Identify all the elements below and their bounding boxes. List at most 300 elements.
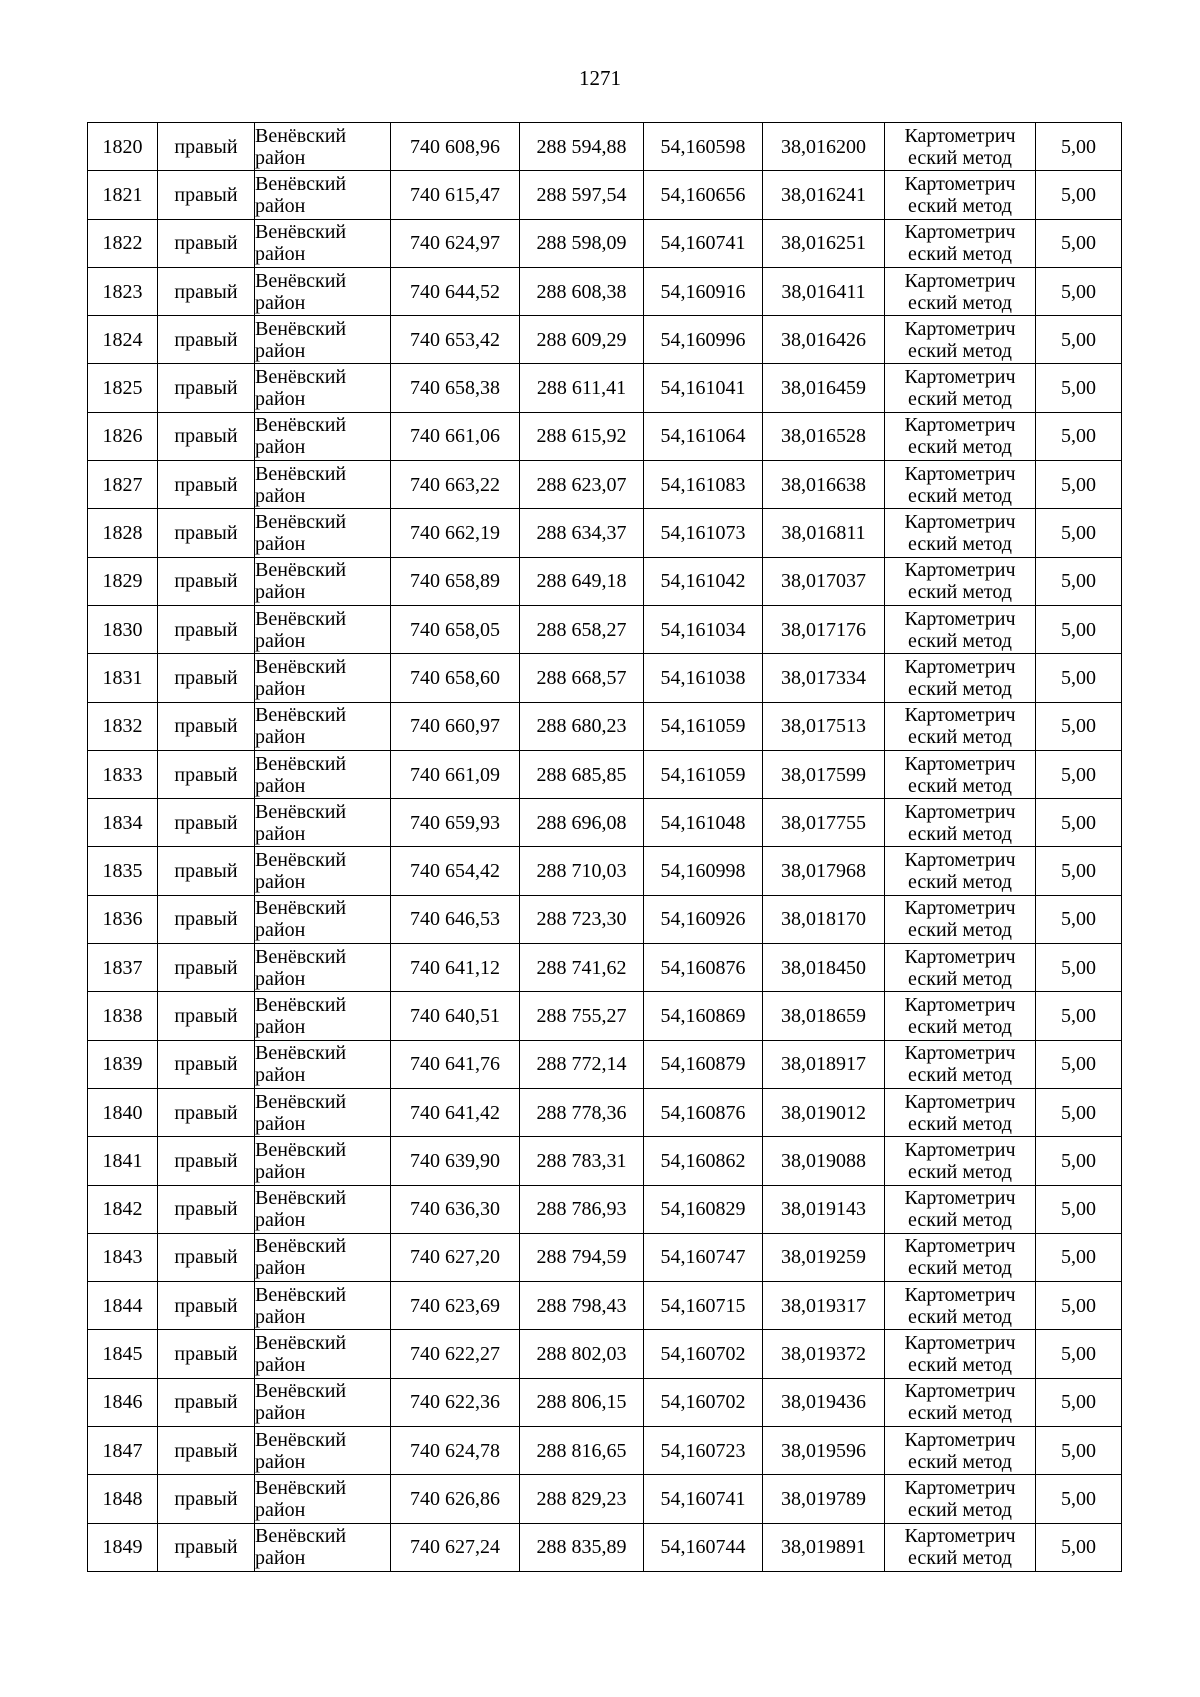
longitude-cell: 38,016811 [763,509,885,557]
point-number-cell: 1848 [88,1475,158,1523]
district-cell-line: Венёвский [255,172,347,195]
method-cell [885,1475,1036,1523]
method-cell-line: Картометрич [904,800,1016,823]
table-row [88,654,1122,702]
point-number-cell: 1837 [88,944,158,992]
latitude-cell: 54,160996 [644,316,763,364]
accuracy-cell: 5,00 [1036,461,1122,509]
method-cell-line: Картометрич [904,607,1016,630]
district-cell-line: Венёвский [255,1042,347,1065]
district-cell [255,1330,391,1378]
method-cell-line: Картометрич [904,1187,1016,1210]
district-cell [255,461,391,509]
latitude-cell: 54,160702 [644,1378,763,1426]
bank-side-cell: правый [158,1185,255,1233]
table-row [88,267,1122,315]
method-cell-line: Картометрич [904,221,1016,244]
y-coordinate-cell: 288 816,65 [520,1427,644,1475]
district-cell-line: Венёвский [255,1090,347,1113]
accuracy-cell: 5,00 [1036,123,1122,171]
district-cell-line: район [255,339,306,362]
y-coordinate-cell: 288 783,31 [520,1137,644,1185]
bank-side-cell: правый [158,412,255,460]
method-cell [885,895,1036,943]
longitude-cell: 38,019436 [763,1378,885,1426]
district-cell-line: район [255,1064,306,1087]
x-coordinate-cell: 740 622,36 [391,1378,520,1426]
point-number-cell: 1831 [88,654,158,702]
method-cell-line: Картометрич [904,1525,1016,1548]
latitude-cell: 54,160747 [644,1233,763,1281]
district-cell-line: Венёвский [255,1380,347,1403]
longitude-cell: 38,016638 [763,461,885,509]
point-number-cell: 1847 [88,1427,158,1475]
table-row [88,1088,1122,1136]
latitude-cell: 54,161083 [644,461,763,509]
point-number-cell: 1829 [88,557,158,605]
point-number-cell: 1834 [88,799,158,847]
table-row [88,412,1122,460]
table-row [88,750,1122,798]
latitude-cell: 54,160656 [644,171,763,219]
latitude-cell: 54,160876 [644,1088,763,1136]
method-cell [885,509,1036,557]
x-coordinate-cell: 740 658,89 [391,557,520,605]
x-coordinate-cell: 740 641,42 [391,1088,520,1136]
x-coordinate-cell: 740 661,09 [391,750,520,798]
district-cell [255,1378,391,1426]
district-cell-line: Венёвский [255,366,347,389]
method-cell-line: еский метод [908,1160,1012,1183]
page-number: 1271 [579,66,621,90]
method-cell-line: еский метод [908,146,1012,169]
latitude-cell: 54,160744 [644,1523,763,1571]
longitude-cell: 38,016200 [763,123,885,171]
latitude-cell: 54,161041 [644,364,763,412]
accuracy-cell: 5,00 [1036,799,1122,847]
district-cell-line: Венёвский [255,221,347,244]
y-coordinate-cell: 288 594,88 [520,123,644,171]
y-coordinate-cell: 288 786,93 [520,1185,644,1233]
method-cell-line: еский метод [908,871,1012,894]
district-cell [255,412,391,460]
district-cell [255,1282,391,1330]
accuracy-cell: 5,00 [1036,267,1122,315]
district-cell-line: Венёвский [255,124,347,147]
bank-side-cell: правый [158,944,255,992]
method-cell-line: еский метод [908,581,1012,604]
method-cell [885,123,1036,171]
district-cell-line: район [255,243,306,266]
district-cell-line: район [255,146,306,169]
district-cell-line: район [255,388,306,411]
table-row [88,1137,1122,1185]
latitude-cell: 54,161048 [644,799,763,847]
method-cell-line: еский метод [908,967,1012,990]
y-coordinate-cell: 288 802,03 [520,1330,644,1378]
y-coordinate-cell: 288 794,59 [520,1233,644,1281]
latitude-cell: 54,160598 [644,123,763,171]
district-cell-line: район [255,194,306,217]
accuracy-cell: 5,00 [1036,1523,1122,1571]
district-cell-line: Венёвский [255,559,347,582]
latitude-cell: 54,160715 [644,1282,763,1330]
longitude-cell: 38,017968 [763,847,885,895]
y-coordinate-cell: 288 598,09 [520,219,644,267]
longitude-cell: 38,017755 [763,799,885,847]
x-coordinate-cell: 740 624,78 [391,1427,520,1475]
method-cell-line: еский метод [908,1064,1012,1087]
table-row [88,364,1122,412]
method-cell-line: еский метод [908,1257,1012,1280]
district-cell-line: Венёвский [255,1138,347,1161]
method-cell-line: Картометрич [904,1235,1016,1258]
district-cell [255,1137,391,1185]
point-number-cell: 1833 [88,750,158,798]
y-coordinate-cell: 288 668,57 [520,654,644,702]
method-cell [885,1088,1036,1136]
point-number-cell: 1839 [88,1040,158,1088]
method-cell [885,267,1036,315]
bank-side-cell: правый [158,654,255,702]
table-row [88,1040,1122,1088]
method-cell-line: Картометрич [904,655,1016,678]
method-cell-line: Картометрич [904,462,1016,485]
table-row [88,1233,1122,1281]
accuracy-cell: 5,00 [1036,509,1122,557]
method-cell-line: Картометрич [904,172,1016,195]
method-cell-line: еский метод [908,629,1012,652]
method-cell [885,1427,1036,1475]
x-coordinate-cell: 740 646,53 [391,895,520,943]
point-number-cell: 1841 [88,1137,158,1185]
longitude-cell: 38,016426 [763,316,885,364]
method-cell [885,750,1036,798]
district-cell [255,847,391,895]
y-coordinate-cell: 288 835,89 [520,1523,644,1571]
district-cell-line: Венёвский [255,1428,347,1451]
bank-side-cell: правый [158,1330,255,1378]
method-cell-line: еский метод [908,194,1012,217]
point-number-cell: 1844 [88,1282,158,1330]
method-cell [885,702,1036,750]
table-row [88,992,1122,1040]
district-cell-line: Венёвский [255,897,347,920]
point-number-cell: 1832 [88,702,158,750]
method-cell [885,1040,1036,1088]
y-coordinate-cell: 288 658,27 [520,605,644,653]
district-cell [255,799,391,847]
longitude-cell: 38,017334 [763,654,885,702]
bank-side-cell: правый [158,1233,255,1281]
district-cell-line: район [255,533,306,556]
method-cell [885,654,1036,702]
x-coordinate-cell: 740 636,30 [391,1185,520,1233]
longitude-cell: 38,017513 [763,702,885,750]
y-coordinate-cell: 288 696,08 [520,799,644,847]
point-number-cell: 1824 [88,316,158,364]
method-cell-line: еский метод [908,1305,1012,1328]
method-cell-line: еский метод [908,1450,1012,1473]
district-cell-line: Венёвский [255,1283,347,1306]
y-coordinate-cell: 288 741,62 [520,944,644,992]
district-cell-line: район [255,1354,306,1377]
district-cell-line: Венёвский [255,752,347,775]
district-cell-line: Венёвский [255,993,347,1016]
table-row [88,219,1122,267]
method-cell-line: Картометрич [904,1283,1016,1306]
longitude-cell: 38,017599 [763,750,885,798]
longitude-cell: 38,019012 [763,1088,885,1136]
longitude-cell: 38,018450 [763,944,885,992]
district-cell-line: район [255,726,306,749]
district-cell-line: район [255,436,306,459]
bank-side-cell: правый [158,267,255,315]
x-coordinate-cell: 740 661,06 [391,412,520,460]
bank-side-cell: правый [158,1040,255,1088]
method-cell [885,1233,1036,1281]
point-number-cell: 1823 [88,267,158,315]
district-cell-line: район [255,1160,306,1183]
district-cell-line: район [255,774,306,797]
point-number-cell: 1822 [88,219,158,267]
longitude-cell: 38,016251 [763,219,885,267]
table-row [88,1475,1122,1523]
district-cell [255,702,391,750]
bank-side-cell: правый [158,799,255,847]
method-cell-line: еский метод [908,1402,1012,1425]
method-cell-line: Картометрич [904,317,1016,340]
method-cell-line: еский метод [908,774,1012,797]
latitude-cell: 54,160879 [644,1040,763,1088]
method-cell [885,1282,1036,1330]
table-row [88,1330,1122,1378]
method-cell-line: еский метод [908,484,1012,507]
x-coordinate-cell: 740 624,97 [391,219,520,267]
district-cell-line: район [255,1209,306,1232]
bank-side-cell: правый [158,219,255,267]
method-cell-line: Картометрич [904,993,1016,1016]
latitude-cell: 54,161034 [644,605,763,653]
accuracy-cell: 5,00 [1036,1475,1122,1523]
point-number-cell: 1821 [88,171,158,219]
method-cell [885,847,1036,895]
bank-side-cell: правый [158,1282,255,1330]
district-cell-line: Венёвский [255,414,347,437]
accuracy-cell: 5,00 [1036,219,1122,267]
table-row [88,895,1122,943]
latitude-cell: 54,160916 [644,267,763,315]
table-row [88,605,1122,653]
point-number-cell: 1826 [88,412,158,460]
point-number-cell: 1827 [88,461,158,509]
accuracy-cell: 5,00 [1036,1185,1122,1233]
x-coordinate-cell: 740 627,20 [391,1233,520,1281]
longitude-cell: 38,019259 [763,1233,885,1281]
method-cell-line: Картометрич [904,366,1016,389]
y-coordinate-cell: 288 772,14 [520,1040,644,1088]
x-coordinate-cell: 740 659,93 [391,799,520,847]
bank-side-cell: правый [158,557,255,605]
method-cell-line: еский метод [908,243,1012,266]
point-number-cell: 1846 [88,1378,158,1426]
bank-side-cell: правый [158,1088,255,1136]
accuracy-cell: 5,00 [1036,364,1122,412]
district-cell [255,509,391,557]
bank-side-cell: правый [158,1378,255,1426]
district-cell-line: Венёвский [255,704,347,727]
y-coordinate-cell: 288 611,41 [520,364,644,412]
x-coordinate-cell: 740 662,19 [391,509,520,557]
method-cell-line: еский метод [908,1547,1012,1570]
district-cell [255,267,391,315]
method-cell [885,364,1036,412]
table-row [88,557,1122,605]
y-coordinate-cell: 288 710,03 [520,847,644,895]
y-coordinate-cell: 288 723,30 [520,895,644,943]
accuracy-cell: 5,00 [1036,1040,1122,1088]
method-cell-line: Картометрич [904,704,1016,727]
latitude-cell: 54,160829 [644,1185,763,1233]
method-cell [885,1330,1036,1378]
longitude-cell: 38,016528 [763,412,885,460]
method-cell-line: Картометрич [904,1042,1016,1065]
district-cell-line: район [255,871,306,894]
longitude-cell: 38,016459 [763,364,885,412]
table-row [88,944,1122,992]
y-coordinate-cell: 288 623,07 [520,461,644,509]
method-cell-line: Картометрич [904,1332,1016,1355]
table-row [88,1185,1122,1233]
table-row [88,171,1122,219]
district-cell [255,171,391,219]
bank-side-cell: правый [158,316,255,364]
method-cell-line: еский метод [908,1015,1012,1038]
table-row [88,847,1122,895]
longitude-cell: 38,019789 [763,1475,885,1523]
method-cell-line: Картометрич [904,1138,1016,1161]
district-cell [255,316,391,364]
latitude-cell: 54,161073 [644,509,763,557]
method-cell [885,412,1036,460]
method-cell-line: Картометрич [904,897,1016,920]
method-cell-line: Картометрич [904,1380,1016,1403]
y-coordinate-cell: 288 798,43 [520,1282,644,1330]
latitude-cell: 54,160741 [644,219,763,267]
y-coordinate-cell: 288 778,36 [520,1088,644,1136]
point-number-cell: 1825 [88,364,158,412]
accuracy-cell: 5,00 [1036,1088,1122,1136]
district-cell-line: Венёвский [255,511,347,534]
accuracy-cell: 5,00 [1036,1137,1122,1185]
district-cell-line: район [255,1498,306,1521]
accuracy-cell: 5,00 [1036,847,1122,895]
district-cell-line: район [255,967,306,990]
y-coordinate-cell: 288 680,23 [520,702,644,750]
method-cell [885,171,1036,219]
table-row [88,509,1122,557]
method-cell [885,944,1036,992]
district-cell-line: Венёвский [255,945,347,968]
accuracy-cell: 5,00 [1036,895,1122,943]
longitude-cell: 38,016241 [763,171,885,219]
district-cell-line: Венёвский [255,1235,347,1258]
accuracy-cell: 5,00 [1036,316,1122,364]
method-cell [885,219,1036,267]
method-cell [885,605,1036,653]
bank-side-cell: правый [158,605,255,653]
table-row [88,1378,1122,1426]
accuracy-cell: 5,00 [1036,605,1122,653]
district-cell [255,992,391,1040]
x-coordinate-cell: 740 660,97 [391,702,520,750]
method-cell-line: еский метод [908,339,1012,362]
district-cell-line: Венёвский [255,1476,347,1499]
method-cell-line: еский метод [908,822,1012,845]
district-cell [255,123,391,171]
x-coordinate-cell: 740 608,96 [391,123,520,171]
latitude-cell: 54,160926 [644,895,763,943]
method-cell-line: Картометрич [904,1476,1016,1499]
district-cell [255,1040,391,1088]
point-number-cell: 1843 [88,1233,158,1281]
district-cell-line: район [255,1112,306,1135]
method-cell-line: Картометрич [904,1428,1016,1451]
district-cell-line: район [255,581,306,604]
accuracy-cell: 5,00 [1036,654,1122,702]
point-number-cell: 1828 [88,509,158,557]
point-number-cell: 1845 [88,1330,158,1378]
latitude-cell: 54,161059 [644,750,763,798]
latitude-cell: 54,160869 [644,992,763,1040]
table-row [88,1282,1122,1330]
method-cell [885,799,1036,847]
point-number-cell: 1838 [88,992,158,1040]
district-cell-line: район [255,484,306,507]
bank-side-cell: правый [158,750,255,798]
bank-side-cell: правый [158,992,255,1040]
x-coordinate-cell: 740 622,27 [391,1330,520,1378]
method-cell-line: Картометрич [904,849,1016,872]
longitude-cell: 38,016411 [763,267,885,315]
district-cell-line: Венёвский [255,849,347,872]
method-cell-line: еский метод [908,1354,1012,1377]
method-cell-line: Картометрич [904,559,1016,582]
table-row [88,799,1122,847]
latitude-cell: 54,160876 [644,944,763,992]
x-coordinate-cell: 740 654,42 [391,847,520,895]
method-cell [885,316,1036,364]
district-cell [255,1233,391,1281]
y-coordinate-cell: 288 685,85 [520,750,644,798]
y-coordinate-cell: 288 608,38 [520,267,644,315]
x-coordinate-cell: 740 640,51 [391,992,520,1040]
coordinates-table [87,122,1122,1572]
point-number-cell: 1830 [88,605,158,653]
district-cell [255,1088,391,1136]
method-cell-line: еский метод [908,533,1012,556]
district-cell-line: Венёвский [255,655,347,678]
point-number-cell: 1842 [88,1185,158,1233]
y-coordinate-cell: 288 597,54 [520,171,644,219]
bank-side-cell: правый [158,364,255,412]
table-row [88,1427,1122,1475]
method-cell-line: еский метод [908,436,1012,459]
point-number-cell: 1835 [88,847,158,895]
x-coordinate-cell: 740 615,47 [391,171,520,219]
x-coordinate-cell: 740 663,22 [391,461,520,509]
district-cell-line: район [255,1015,306,1038]
